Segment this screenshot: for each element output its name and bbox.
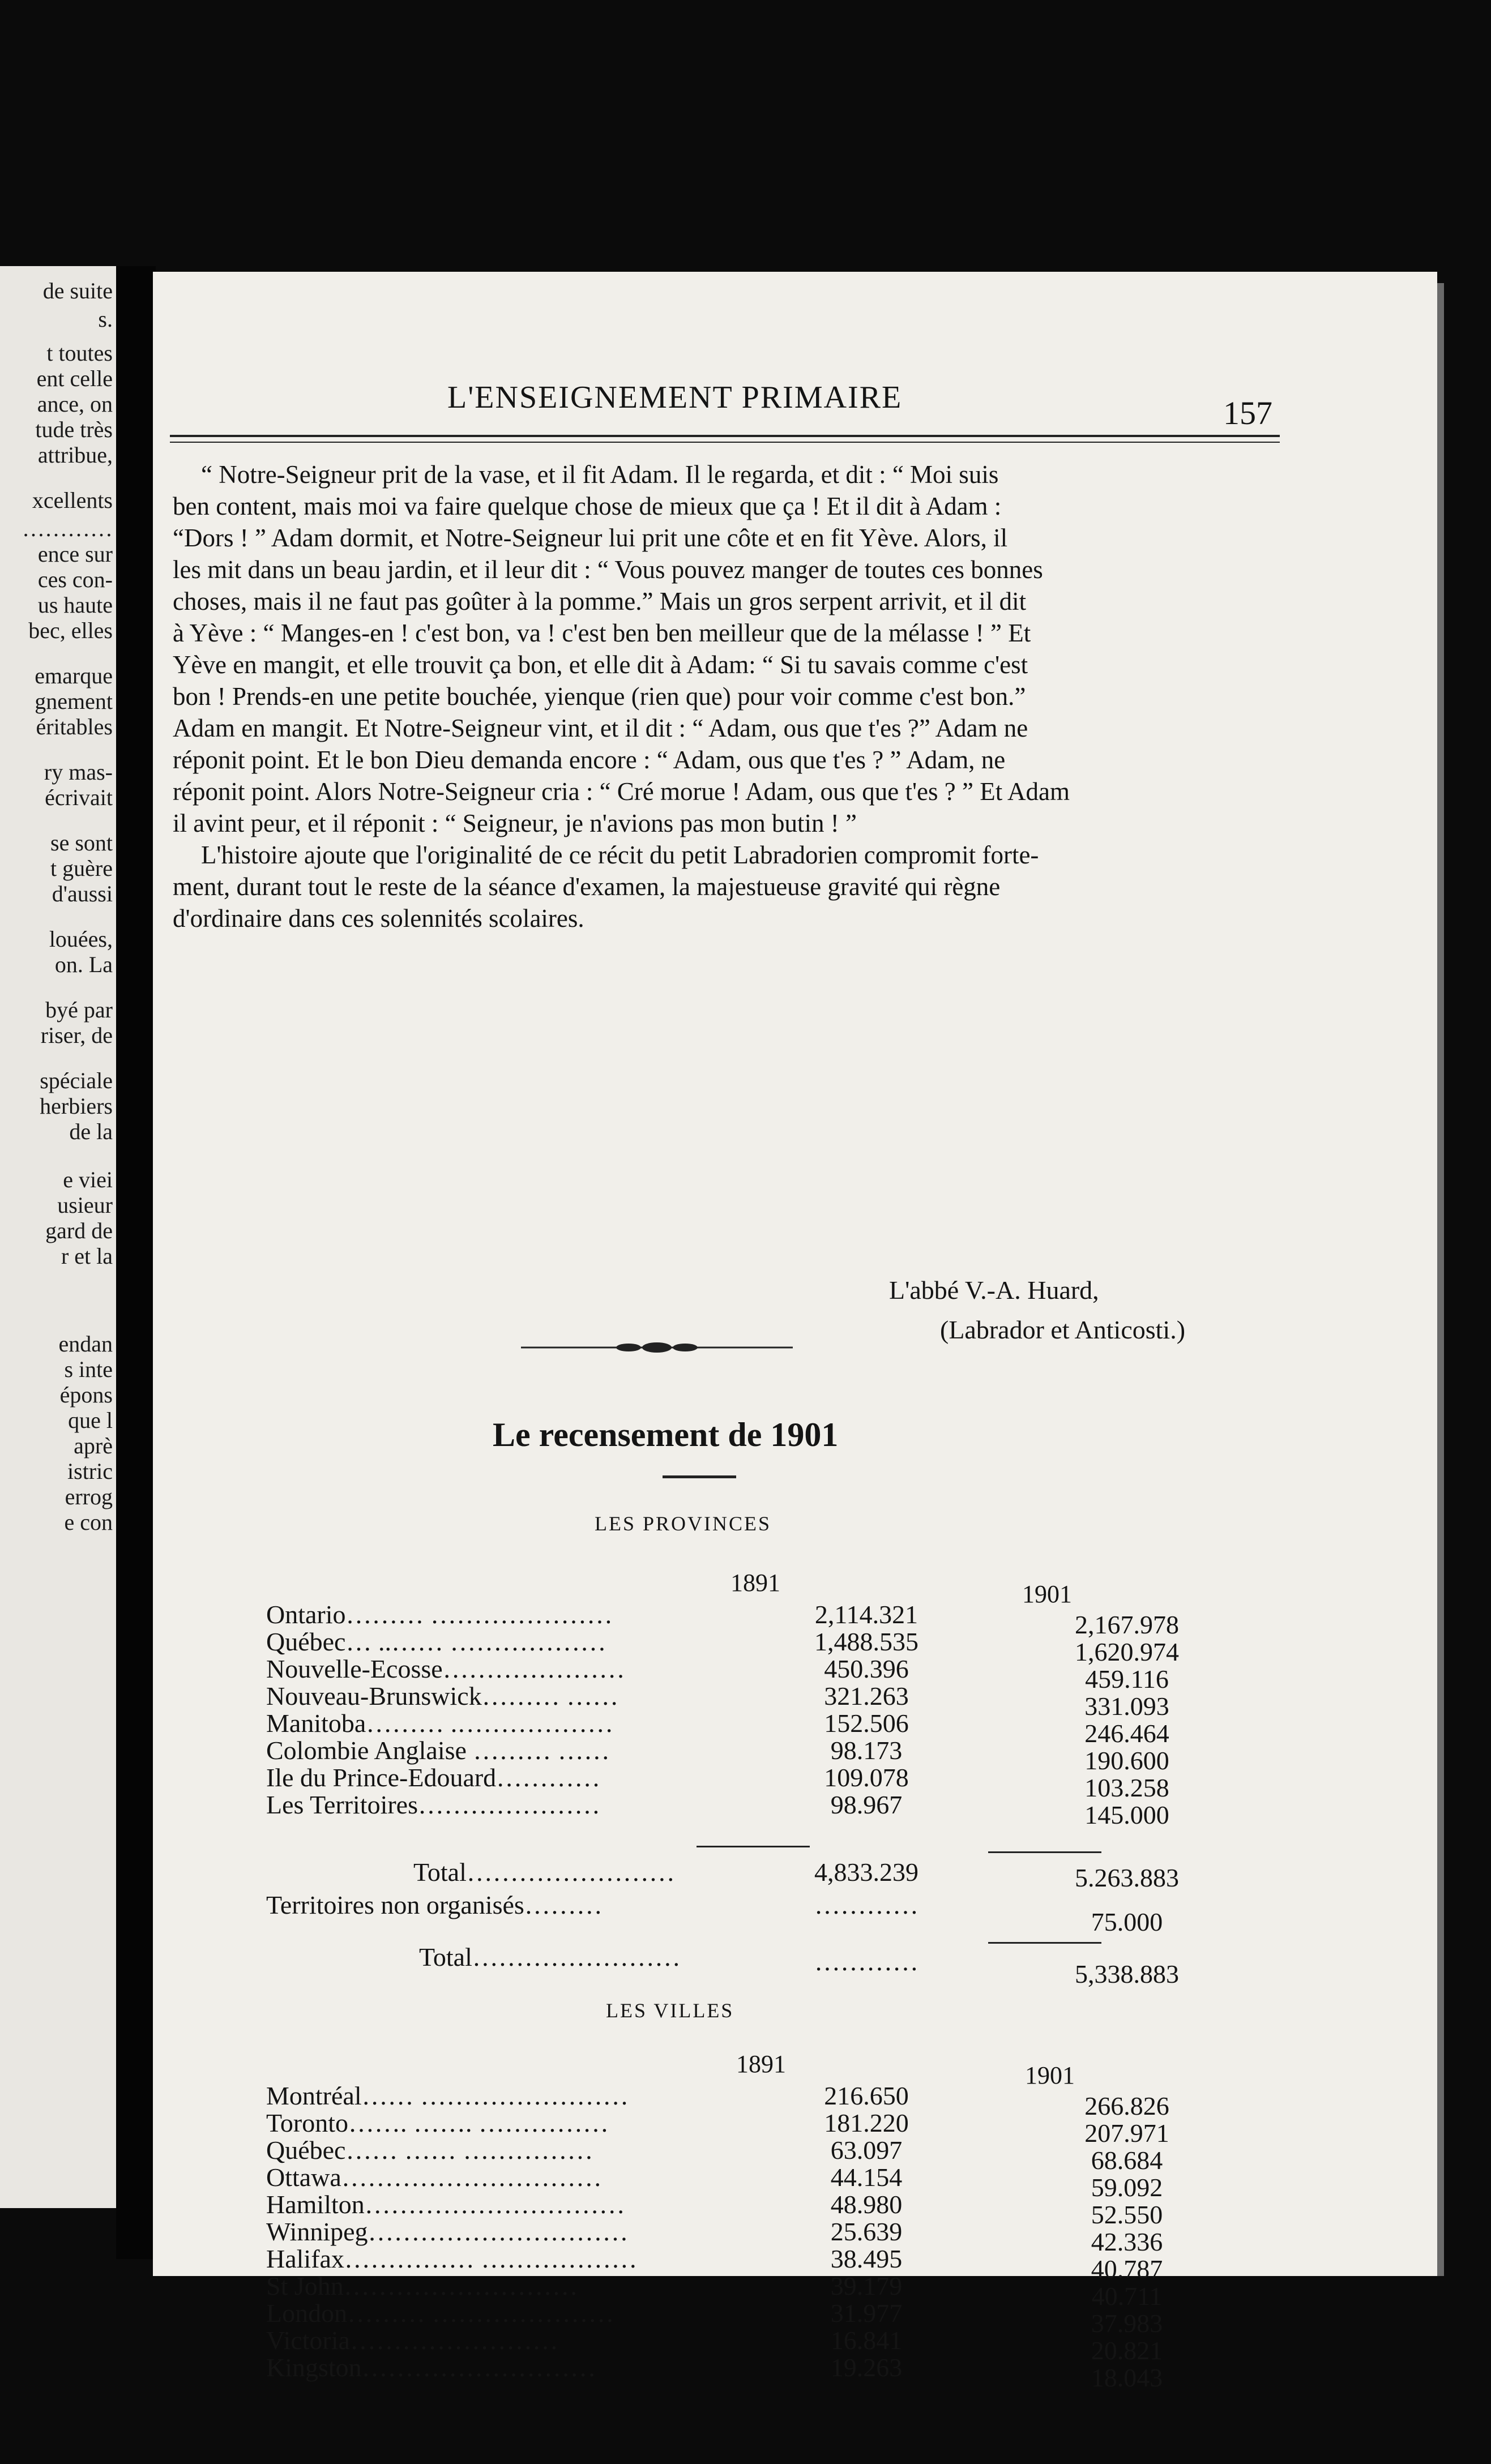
facing-page-line: louées, [49, 926, 113, 952]
value-1891: 181.220 [824, 2108, 909, 2137]
city-row [266, 2108, 1229, 2148]
row-label: Kingston……………………… [266, 2353, 596, 2382]
story-line: bon ! Prends-en une petite bouchée, yienque (rien que) pour voir comme c'est bon.” [173, 682, 1026, 711]
sum-rule-1901 [988, 1851, 1101, 1853]
book-page [153, 272, 1437, 2392]
province-row [266, 1654, 1229, 1693]
city-row [266, 2081, 1229, 2120]
province-row [266, 1735, 1229, 1775]
facing-page-line: spéciale [40, 1068, 113, 1093]
facing-page-line: attribue, [37, 442, 113, 468]
facing-page-line: ces con- [37, 567, 113, 592]
row-label: Ontario……… ………………… [266, 1600, 613, 1629]
value-1891: ………… [814, 1947, 918, 1976]
value-1901: 1,620.974 [1075, 1637, 1179, 1666]
facing-page-line: gard de [45, 1218, 113, 1243]
row-label: Québec…… …… …………… [266, 2136, 593, 2164]
facing-page-line: gnement [35, 688, 113, 714]
value-1901: 145.000 [1084, 1800, 1169, 1829]
city-row [266, 2135, 1229, 2175]
value-1901: 59.092 [1091, 2173, 1163, 2202]
value-1901: 5,338.883 [1075, 1960, 1179, 1988]
value-1901: 2,167.978 [1075, 1610, 1179, 1639]
value-1901: 37.983 [1091, 2309, 1163, 2338]
city-row [266, 2352, 1229, 2392]
ornament-divider [521, 1336, 793, 1359]
row-label: Winnipeg………………………… [266, 2217, 629, 2246]
city-row [266, 2217, 1229, 2256]
facing-page-line: on. La [54, 952, 113, 977]
story-line: ment, durant tout le reste de la séance d'examen, la majestueuse gravité qui règne [173, 872, 1001, 901]
provinces-total-row [266, 1857, 1229, 1892]
city-row [266, 2189, 1229, 2229]
row-label: Halifax…………… ……………… [266, 2244, 638, 2273]
facing-page-line: endan [58, 1331, 113, 1357]
row-label: Ile du Prince-Edouard………… [266, 1763, 601, 1792]
city-row [266, 2162, 1229, 2202]
story-line: à Yève : “ Manges-en ! c'est bon, va ! c'est ben ben meilleur que de la mélasse ! ” Et [173, 619, 1031, 647]
row-label: Ottawa………………………… [266, 2163, 602, 2192]
facing-page-line: ence sur [37, 541, 113, 567]
villes-heading: LES VILLES [606, 1999, 734, 2022]
value-1891: 4,833.239 [814, 1858, 918, 1886]
story-line: ben content, mais moi va faire quelque chose de mieux que ça ! Et il dit à Adam : [173, 492, 1002, 520]
row-label: Montréal…… …………………… [266, 2081, 629, 2110]
value-1891: 19.263 [830, 2353, 903, 2382]
story-line: il avint peur, et il réponit : “ Seigneur, je n'avions pas mon butin ! ” [173, 809, 857, 837]
facing-page-line: xcellents [32, 487, 113, 513]
page-number: 157 [1223, 395, 1272, 431]
facing-page-line: ance, on [37, 391, 113, 417]
provinces-year-1901: 1901 [1022, 1580, 1072, 1608]
city-row [266, 2325, 1229, 2365]
facing-page-line: ………… [22, 516, 113, 541]
facing-page-line: t guère [50, 855, 113, 881]
value-1901: 266.826 [1084, 2091, 1169, 2120]
value-1901: 40.711 [1091, 2282, 1163, 2311]
value-1901: 40.787 [1091, 2255, 1163, 2283]
story-line: “ Notre-Seigneur prit de la vase, et il fit Adam. Il le regarda, et dit : “ Moi suis [201, 460, 999, 489]
value-1901: 68.684 [1091, 2146, 1163, 2175]
value-1901: 103.258 [1084, 1773, 1169, 1802]
facing-page-line: usieur [57, 1192, 113, 1218]
value-1901: 52.550 [1091, 2200, 1163, 2229]
signature: L'abbé V.-A. Huard, [889, 1276, 1099, 1304]
row-label: Québec… ..…… ……………… [266, 1627, 606, 1656]
value-1891: 2,114.321 [814, 1600, 918, 1629]
facing-page-line: istric [67, 1458, 113, 1484]
row-label: London……… ………………… [266, 2299, 614, 2328]
value-1891: 25.639 [830, 2217, 903, 2246]
value-1901: 20.821 [1091, 2336, 1163, 2365]
header-rule-bottom [170, 442, 1280, 443]
value-1901: 246.464 [1084, 1719, 1169, 1748]
value-1891: 98.173 [830, 1736, 903, 1765]
story-line: Adam en mangit. Et Notre-Seigneur vint, et il dit : “ Adam, ous que t'es ?” Adam ne [173, 714, 1028, 742]
facing-page-line: emarque [35, 663, 113, 688]
facing-page-line: d'aussi [52, 881, 113, 906]
facing-page-line: e viei [63, 1167, 113, 1192]
facing-page-line: ent celle [36, 366, 113, 391]
story-line: choses, mais il ne faut pas goûter à la pomme.” Mais un gros serpent arrivit, et il dit [173, 587, 1027, 615]
row-label: Toronto……. ……. …………… [266, 2108, 609, 2137]
book-gutter [116, 266, 156, 2259]
value-1891: 216.650 [824, 2081, 909, 2110]
facing-page-line: byé par [45, 997, 113, 1023]
value-1891: 39.179 [830, 2272, 903, 2300]
province-row [266, 1763, 1229, 1802]
value-1901: 5.263.883 [1075, 1863, 1179, 1892]
value-1901: 459.116 [1085, 1665, 1169, 1693]
row-label: Hamilton………………………… [266, 2190, 625, 2219]
row-label: Les Territoires………………… [266, 1790, 601, 1819]
facing-page-line: riser, de [40, 1023, 113, 1048]
signature-affiliation: (Labrador et Anticosti.) [940, 1315, 1186, 1344]
running-header: L'ENSEIGNEMENT PRIMAIRE [447, 380, 903, 415]
value-1891: 1,488.535 [814, 1627, 918, 1656]
province-row [266, 1599, 1229, 1639]
row-label: Manitoba……… .……………… [266, 1709, 614, 1738]
facing-page-line: aprè [74, 1433, 113, 1458]
value-1901: 190.600 [1084, 1746, 1169, 1775]
sum-rule-1891 [697, 1846, 810, 1847]
provinces-year-1891: 1891 [730, 1569, 780, 1597]
story-line: L'histoire ajoute que l'originalité de ce récit du petit Labradorien compromit forte- [201, 841, 1039, 869]
facing-page-line: de la [69, 1119, 113, 1144]
facing-page-line: que l [68, 1408, 113, 1433]
facing-page-line: s. [98, 306, 113, 332]
facing-page-line: us haute [37, 592, 113, 618]
row-label: Total…………………… [419, 1943, 681, 1971]
value-1901: 75.000 [1091, 1907, 1163, 1936]
facing-page-line: s inte [64, 1357, 113, 1382]
city-row [266, 2244, 1229, 2283]
row-label: Victoria…………………… [266, 2326, 558, 2355]
grand-total-row [266, 1942, 1229, 1988]
value-1891: ………… [814, 1890, 918, 1919]
row-label: St John……………………… [266, 2272, 578, 2300]
province-row [266, 1681, 1229, 1721]
facing-page-line: r et la [61, 1243, 113, 1269]
story-line: réponit point. Et le bon Dieu demanda encore : “ Adam, ous que t'es ? ” Adam, ne [173, 746, 1006, 774]
title-rule [663, 1475, 736, 1478]
facing-page-line: éritables [36, 714, 113, 739]
villes-year-1901: 1901 [1025, 2061, 1075, 2089]
facing-page-line: e con [64, 1509, 113, 1535]
story-line: réponit point. Alors Notre-Seigneur cria : “ Cré morue ! Adam, ous que t'es ? ” Et Adam [173, 777, 1070, 806]
value-1891: 321.263 [824, 1682, 909, 1710]
villes-year-1891: 1891 [736, 2050, 786, 2078]
row-label: Total…………………… [413, 1858, 675, 1886]
city-row [266, 2271, 1229, 2311]
row-label: Territoires non organisés……… [266, 1890, 603, 1919]
story-line: les mit dans un beau jardin, et il leur dit : “ Vous pouvez manger de toutes ces bonnes [173, 555, 1043, 584]
row-label: Nouvelle-Ecosse………………… [266, 1654, 625, 1683]
row-label: Colombie Anglaise ……… …… [266, 1736, 610, 1765]
value-1891: 16.841 [830, 2326, 903, 2355]
facing-page-line: épons [59, 1382, 113, 1408]
value-1891: 98.967 [830, 1790, 903, 1819]
value-1901: 207.971 [1084, 2119, 1169, 2148]
province-row [266, 1627, 1229, 1666]
city-row [266, 2298, 1229, 2338]
value-1901: 331.093 [1084, 1692, 1169, 1721]
story-line: “Dors ! ” Adam dormit, et Notre-Seigneur lui prit une côte et en fit Yève. Alors, il [173, 524, 1008, 552]
section-title: Le recensement de 1901 [493, 1416, 839, 1453]
facing-page-line: bec, elles [28, 618, 113, 643]
facing-page-line: tude très [35, 417, 113, 442]
facing-page-edge [0, 266, 116, 2208]
value-1891: 38.495 [830, 2244, 903, 2273]
value-1891: 109.078 [824, 1763, 909, 1792]
facing-page-line: ry mas- [44, 759, 113, 785]
value-1891: 31.977 [830, 2299, 903, 2328]
facing-page-line: se sont [50, 830, 113, 855]
value-1891: 48.980 [830, 2190, 903, 2219]
value-1901: 42.336 [1091, 2227, 1163, 2256]
facing-page-line: errog [65, 1484, 113, 1509]
non-organises-row [266, 1890, 1229, 1936]
facing-page-line: écrivait [45, 785, 113, 810]
facing-page-line: t toutes [46, 340, 113, 366]
row-label: Nouveau-Brunswick……… …… [266, 1682, 619, 1710]
story-line: d'ordinaire dans ces solennités scolaires. [173, 904, 584, 932]
value-1891: 450.396 [824, 1654, 909, 1683]
facing-page-line: de suite [42, 278, 113, 303]
value-1901: 18.043 [1091, 2363, 1163, 2392]
province-row [266, 1708, 1229, 1748]
value-1891: 63.097 [830, 2136, 903, 2164]
page-edge-shadow [1437, 283, 1444, 2276]
header-rule-top [170, 435, 1280, 437]
provinces-heading: LES PROVINCES [595, 1512, 772, 1535]
facing-page-line: herbiers [40, 1093, 113, 1119]
value-1891: 44.154 [830, 2163, 903, 2192]
story-line: Yève en mangit, et elle trouvit ça bon, et elle dit à Adam: “ Si tu savais comme c'est [173, 651, 1028, 679]
value-1891: 152.506 [824, 1709, 909, 1738]
province-row [266, 1790, 1229, 1829]
